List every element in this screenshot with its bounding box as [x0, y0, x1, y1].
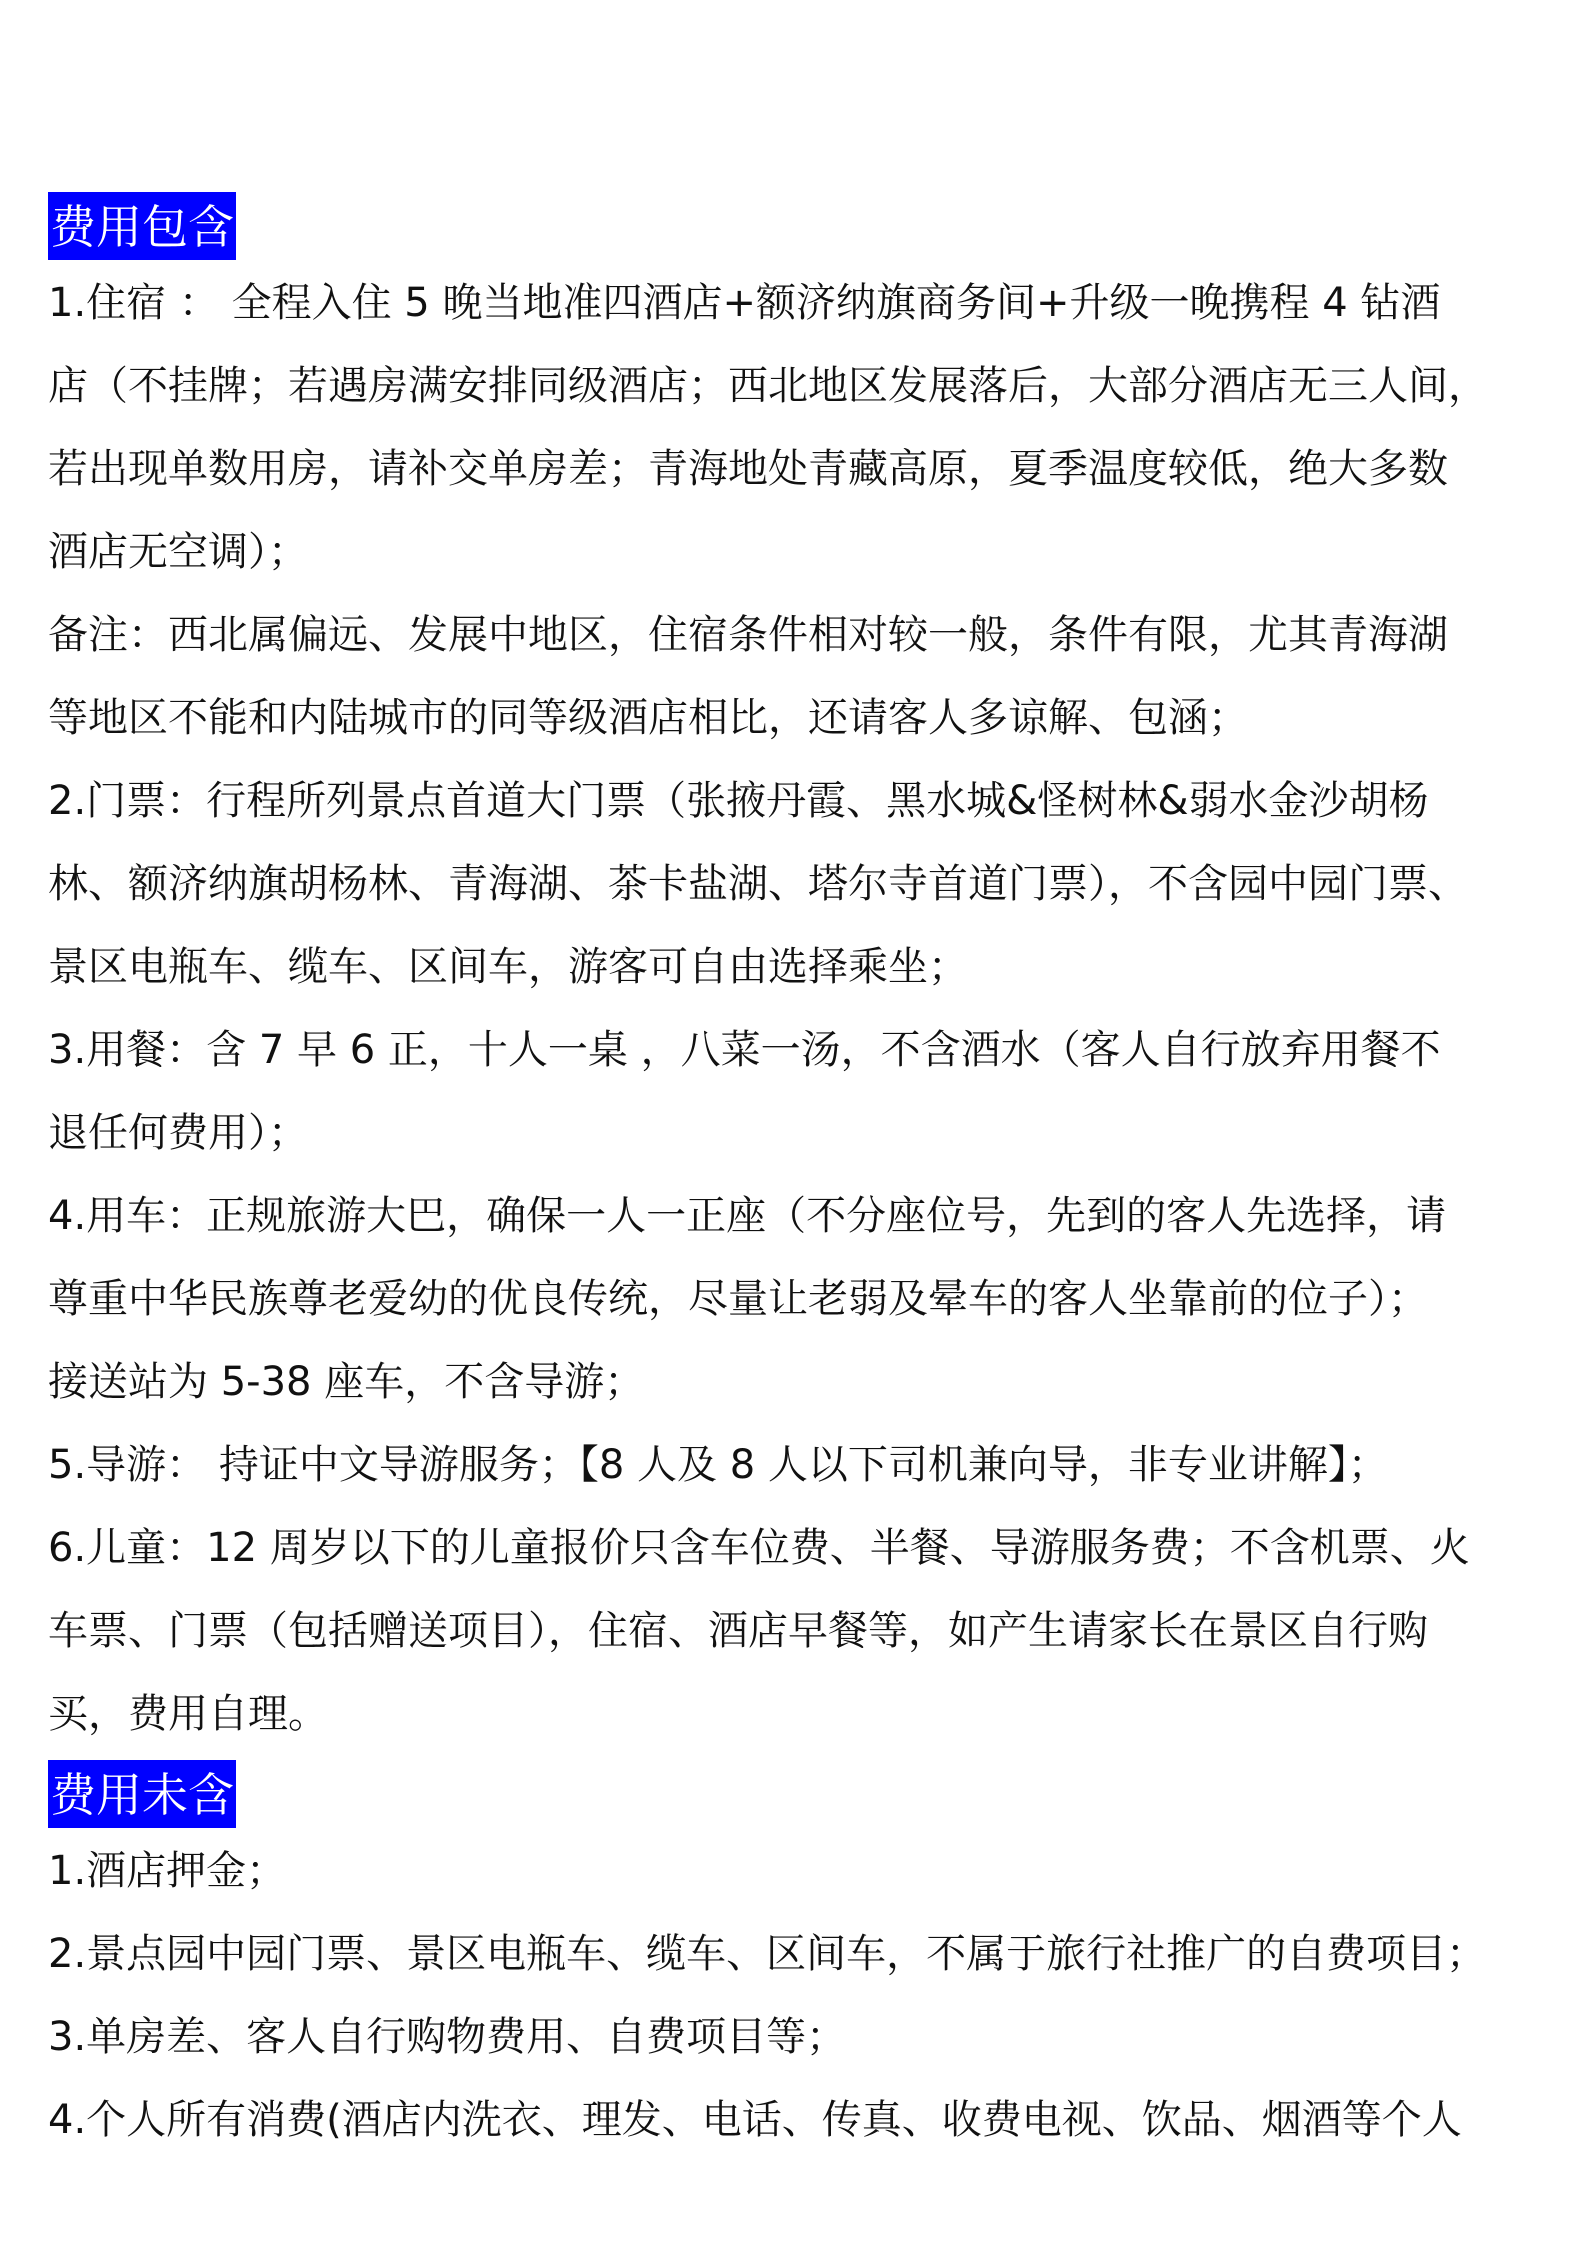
section-fees-included	[48, 192, 1548, 1756]
section-heading-included: 费用包含	[48, 192, 236, 260]
excluded-content	[48, 1830, 1548, 2162]
document-page	[48, 192, 1548, 2162]
included-line: 5.导游： 持证中文导游服务；【8 人及 8 人以下司机兼向导，非专业讲解】；	[48, 1442, 1388, 1488]
included-line: 酒店无空调）；	[48, 529, 308, 575]
included-line: 若出现单数用房，请补交单房差；青海地处青藏高原，夏季温度较低，绝大多数	[48, 446, 1448, 492]
included-line: 1.住宿 ： 全程入住 5 晚当地准四酒店+额济纳旗商务间+升级一晚携程 4 钻酒	[48, 280, 1441, 326]
included-line: 店（不挂牌；若遇房满安排同级酒店；西北地区发展落后，大部分酒店无三人间，	[48, 363, 1488, 409]
included-line: 备注：西北属偏远、发展中地区，住宿条件相对较一般，条件有限，尤其青海湖	[48, 612, 1448, 658]
included-line: 等地区不能和内陆城市的同等级酒店相比，还请客人多谅解、包涵；	[48, 695, 1248, 741]
included-line: 2.门票：行程所列景点首道大门票（张掖丹霞、黑水城&怪树林&弱水金沙胡杨	[48, 778, 1429, 824]
excluded-line: 1.酒店押金；	[48, 1848, 287, 1894]
excluded-line: 2.景点园中园门票、景区电瓶车、缆车、区间车，不属于旅行社推广的自费项目；	[48, 1931, 1487, 1977]
included-line: 买，费用自理。	[48, 1691, 328, 1737]
included-line: 尊重中华民族尊老爱幼的优良传统，尽量让老弱及晕车的客人坐靠前的位子）；	[48, 1276, 1428, 1322]
excluded-line: 4.个人所有消费(酒店内洗衣、理发、电话、传真、收费电视、饮品、烟酒等个人	[48, 2097, 1462, 2143]
included-line: 景区电瓶车、缆车、区间车，游客可自由选择乘坐；	[48, 944, 968, 990]
included-content	[48, 262, 1548, 1756]
included-line: 车票、门票（包括赠送项目），住宿、酒店早餐等，如产生请家长在景区自行购	[48, 1608, 1428, 1654]
included-line: 6.儿童：12 周岁以下的儿童报价只含车位费、半餐、导游服务费；不含机票、火	[48, 1525, 1470, 1571]
included-line: 3.用餐：含 7 早 6 正，十人一桌 ，八菜一汤，不含酒水（客人自行放弃用餐不	[48, 1027, 1441, 1073]
section-heading-excluded: 费用未含	[48, 1760, 236, 1828]
section-fees-excluded	[48, 1756, 1548, 2162]
included-line: 4.用车：正规旅游大巴，确保一人一正座（不分座位号，先到的客人先选择，请	[48, 1193, 1447, 1239]
included-line: 退任何费用）；	[48, 1110, 308, 1156]
excluded-line: 3.单房差、客人自行购物费用、自费项目等；	[48, 2014, 847, 2060]
included-line: 接送站为 5-38 座车，不含导游；	[48, 1359, 645, 1405]
included-line: 林、额济纳旗胡杨林、青海湖、茶卡盐湖、塔尔寺首道门票），不含园中园门票、	[48, 861, 1468, 907]
